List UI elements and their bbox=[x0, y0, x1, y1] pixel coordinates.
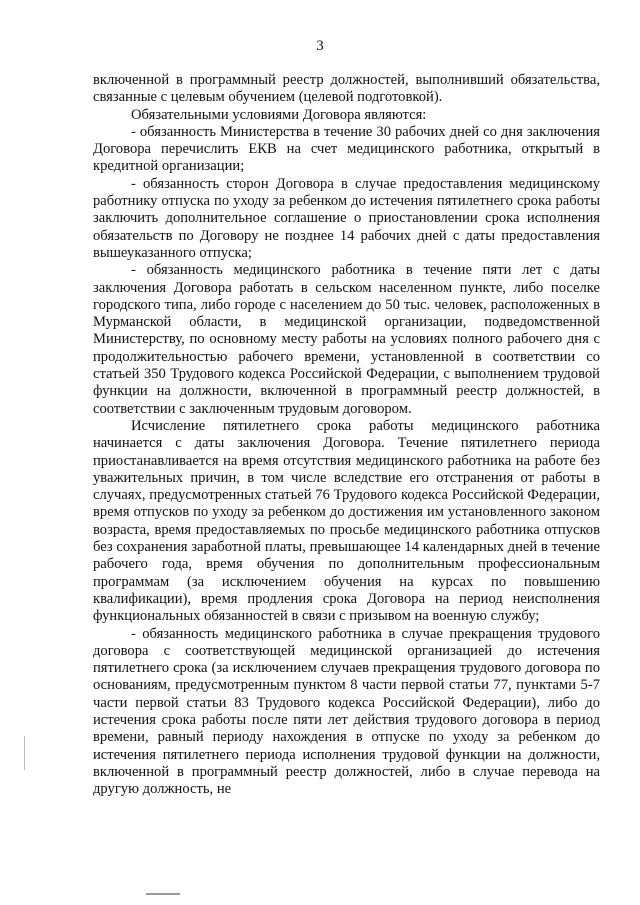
margin-scan-mark bbox=[24, 736, 25, 770]
paragraph-parties-obligation: - обязанность сторон Договора в случае предоставления медицинскому работнику отпуска по уходу за ребенком до истечения пятилетнего срока работы заключить дополнительное соглашение о приостановлении срока исполнения обязательств по Договору не позднее 14 рабочих дней с даты предоставления вышеуказанного отпуска; bbox=[93, 175, 600, 261]
paragraph-term-calculation: Исчисление пятилетнего срока работы медицинского работника начинается с даты заключения Договора. Течение пятилетнего периода приостанавливается на время отсутствия медицинского работника на работе без уважительных причин, в том числе вследствие его отстранения от работы в случаях, предусмотренных статьей 76 Трудового кодекса Российской Федерации, время отпусков по уходу за ребенком до достижения им установленного законом возраста, время предоставляемых по просьбе медицинского работника отпусков без сохранения заработной платы, превышающее 14 календарных дней в течение рабочего года, время обучения по дополнительным профессиональным программам (за исключением обучения на курсах по повышению квалификации), время продления срока Договора на период неисполнения функциональных обязанностей в связи с призывом на военную службу; bbox=[93, 417, 600, 625]
page-number: 3 bbox=[316, 38, 324, 54]
paragraph-worker-obligation: - обязанность медицинского работника в течение пяти лет с даты заключения Договора работать в сельском населенном пункте, либо поселке городского типа, либо городе с населением до 50 тыс. человек, расположенных в Мурманской области, в медицинской организации, подведомственной Министерству, по основному месту работы на условиях полного рабочего дня с продолжительностью рабочего времени, установленной в соответствии со статьей 350 Трудового кодекса Российской Федерации, с выполнением трудовой функции на должности, включенной в программный реестр должностей, в соответствии с заключенным трудовым договором. bbox=[93, 262, 600, 417]
footer-scan-mark bbox=[146, 893, 180, 895]
paragraph-ministry-obligation: - обязанность Министерства в течение 30 рабочих дней со дня заключения Договора перечислить ЕКВ на счет медицинского работника, открытый в кредитной организации; bbox=[93, 123, 600, 175]
paragraph-termination-obligation: - обязанность медицинского работника в случае прекращения трудового договора с соответствующей медицинской организацией до истечения пятилетнего срока (за исключением случаев прекращения трудового договора по основаниям, предусмотренным пунктом 8 части первой статьи 77, пунктами 5-7 части первой статьи 83 Трудового кодекса Российской Федерации), либо до истечения срока работы после пяти лет действия трудового договора в период времени, равный периоду нахождения в отпуске по уходу за ребенком до истечения пятилетнего периода исполнения трудовой функции на должности, включенной в программный реестр должностей, либо в случае перевода на другую должность, не bbox=[93, 625, 600, 798]
paragraph-conditions-intro: Обязательными условиями Договора являются: bbox=[131, 106, 427, 123]
paragraph-continuation: включенной в программный реестр должностей, выполнивший обязательства, связанные с целевым обучением (целевой подготовкой). bbox=[93, 72, 600, 106]
document-body bbox=[93, 72, 600, 798]
